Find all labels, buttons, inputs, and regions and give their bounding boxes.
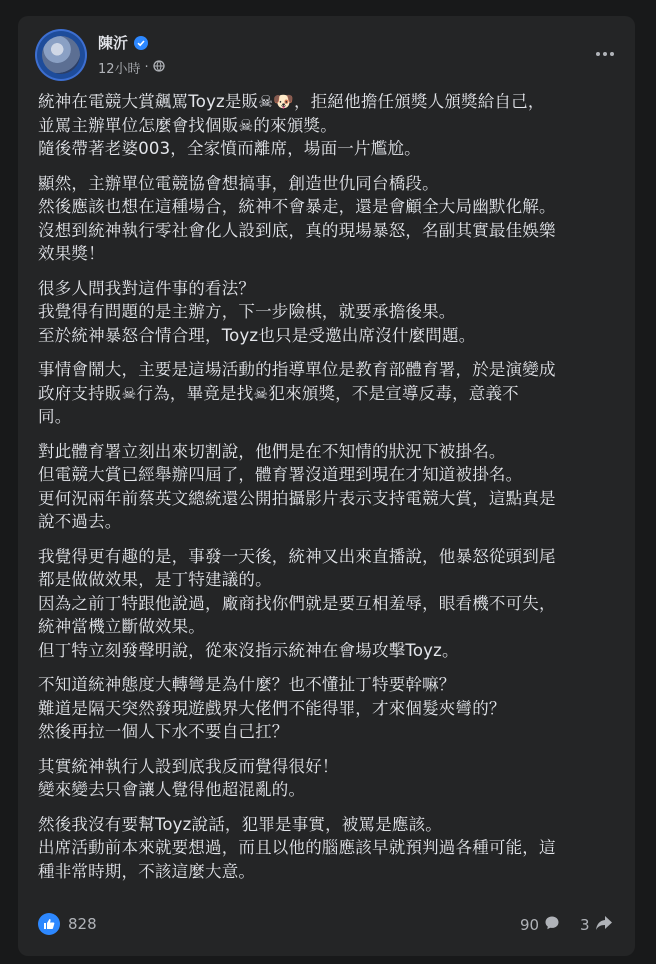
share-count: 3 xyxy=(580,916,590,934)
share-arrow-icon xyxy=(595,915,613,935)
post-card xyxy=(18,16,635,956)
globe-icon xyxy=(153,60,165,76)
post-paragraph: 然後我沒有要幫Toyz說話，犯罪是事實，被罵是應該。 出席活動前本來就要想過，而且以他的腦應該早就預判過各種可能，這 種非常時期，不該這麼大意。 xyxy=(38,814,556,881)
meta-separator: · xyxy=(144,60,149,75)
post-author xyxy=(98,32,148,53)
post-paragraph: 其實統神執行人設到底我反而覺得很好！ 變來變去只會讓人覺得他超混亂的。 xyxy=(38,756,339,799)
avatar-image xyxy=(42,36,80,74)
post-paragraph: 事情會鬧大，主要是這場活動的指導單位是教育部體育署，於是演變成 政府支持販☠行為，畢竟是找☠犯來頒獎，不是宣導反毒，意義不 同。 xyxy=(38,360,556,426)
comment-bubble-icon xyxy=(544,915,560,935)
verified-badge-icon xyxy=(134,36,148,50)
post-paragraph: 我覺得更有趣的是，事發一天後，統神又出來直播說，他暴怒從頭到尾 都是做做效果，是丁特建議的。 因為之前丁特跟他說過，廠商找你們就是要互相羞辱，眼看機不可失， 統神當機立斷做效果。 但丁特立刻發聲明說，從來沒指示統神在會場攻擊Toyz。 xyxy=(38,546,556,660)
avatar[interactable] xyxy=(37,31,85,79)
share-count-group[interactable] xyxy=(580,915,613,935)
post-paragraph: 很多人問我對這件事的看法？ 我覺得有問題的是主辦方，下一步險棋，就要承擔後果。 至於統神暴怒合情合理，Toyz也只是受邀出席沒什麼問題。 xyxy=(38,278,476,345)
author-name[interactable]: 陳沂 xyxy=(98,34,129,52)
post-paragraph: 統神在電競大賞飆罵Toyz是販☠🐶，拒絕他擔任頒獎人頒獎給自己， 並罵主辦單位怎麼會找個販☠的來頒獎。 隨後帶著老婆003，全家憤而離席，場面一片尷尬。 xyxy=(38,92,545,158)
post-meta xyxy=(98,58,165,77)
like-count[interactable]: 828 xyxy=(68,915,97,933)
comment-count: 90 xyxy=(520,916,540,934)
post-content xyxy=(38,90,618,894)
post-footer xyxy=(18,911,635,941)
comment-count-group[interactable] xyxy=(520,915,560,935)
thumbs-up-icon[interactable] xyxy=(38,913,60,935)
post-paragraph: 顯然，主辦單位電競協會想搞事，創造世仇同台橋段。 然後應該也想在這種場合，統神不會暴走，還是會顧全大局幽默化解。 沒想到統神執行零社會化人設到底，真的現場暴怒，名副其實最佳娛樂 效果獎！ xyxy=(38,173,556,263)
post-timestamp[interactable]: 12小時 xyxy=(98,62,141,77)
post-paragraph: 對此體育署立刻出來切割說，他們是在不知情的狀況下被掛名。 但電競大賞已經舉辦四屆了，體育署沒道理到現在才知道被掛名。 更何況兩年前蔡英文總統還公開拍攝影片表示支持電競大賞，這點真是 說不過去。 xyxy=(38,441,556,531)
post-paragraph: 不知道統神態度大轉彎是為什麼？也不懂扯丁特要幹嘛？ 難道是隔天突然發現遊戲界大佬們不能得罪，才來個髮夾彎的？ 然後再拉一個人下水不要自己扛？ xyxy=(38,675,506,741)
more-options-icon[interactable] xyxy=(593,42,617,66)
